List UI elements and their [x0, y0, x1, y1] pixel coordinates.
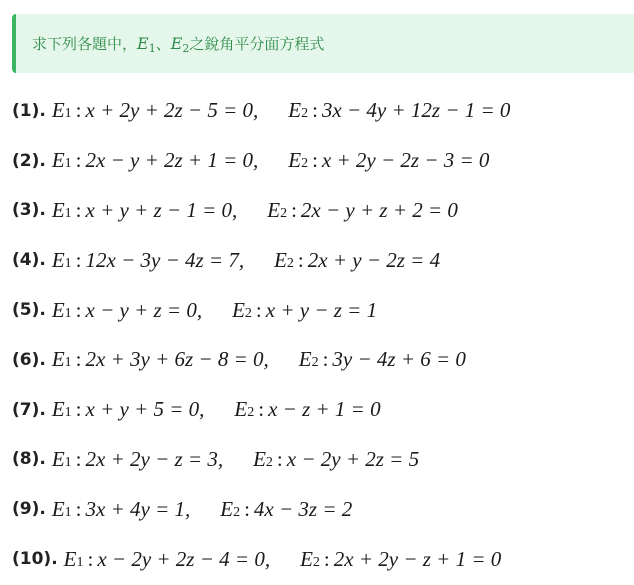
plane-e1-equation: x + y + z − 1 = 0,: [85, 197, 238, 222]
plane-e2-label: E: [267, 197, 281, 222]
problem-number: (4).: [12, 250, 46, 271]
problem-item: [12, 385, 632, 435]
plane-e1-equation: 2x + 2y − z = 3,: [85, 446, 224, 471]
instruction-text: [32, 33, 324, 55]
plane-e1-subscript: 1: [64, 405, 72, 421]
problem-number: (7).: [12, 399, 46, 420]
plane-e1-equation: 2x + 3y + 6z − 8 = 0,: [85, 347, 269, 372]
plane-e1-label: E: [51, 397, 65, 422]
plane-e1-label: E: [51, 197, 65, 222]
plane-e2-label: E: [274, 247, 287, 272]
problem-item: [12, 435, 632, 485]
plane-e1-equation: x − 2y + 2z − 4 = 0,: [97, 546, 271, 571]
plane-e2-subscript: 2: [286, 255, 294, 271]
plane-e1-subscript: 1: [64, 156, 72, 172]
problem-item: [12, 136, 632, 186]
plane-e2-subscript: 2: [301, 156, 309, 172]
problem-equations: E 1 : 12x − 3y − 4z = 7, E 2 : 2x + y − 2z = 4: [51, 247, 441, 272]
plane-e1-equation: x − y + z = 0,: [85, 297, 203, 322]
plane-e1-label: E: [63, 546, 77, 571]
plane-e2-label: E: [253, 446, 266, 471]
plane-e1-label: E: [51, 297, 65, 322]
plane-e2-equation: 3x − 4y + 12z − 1 = 0: [321, 98, 511, 123]
instruction-e2-sub: 2: [182, 41, 190, 55]
plane-e1-subscript: 1: [64, 106, 72, 122]
problem-equations: E 1 : 2x − y + 2z + 1 = 0, E 2 : x + 2y − 2z − 3 = 0: [51, 148, 490, 173]
plane-e2-subscript: 2: [247, 405, 255, 421]
plane-e2-equation: x − z + 1 = 0: [268, 397, 381, 422]
plane-e1-subscript: 1: [64, 504, 72, 520]
plane-e2-label: E: [220, 496, 234, 521]
plane-e2-subscript: 2: [301, 106, 309, 122]
instruction-separator: 、: [155, 34, 171, 53]
instruction-e1: [137, 34, 156, 55]
problem-list: [12, 86, 632, 584]
plane-e2-label: E: [298, 347, 312, 372]
plane-e1-subscript: 1: [64, 454, 72, 470]
instruction-e1-letter: E: [137, 33, 149, 53]
plane-e1-label: E: [51, 347, 65, 372]
problem-item: [12, 335, 632, 385]
plane-e2-subscript: 2: [244, 305, 252, 321]
problem-item: [12, 86, 632, 136]
plane-e1-label: E: [51, 446, 65, 471]
problem-equations: E 1 : x + y + 5 = 0, E 2 : x − z + 1 = 0: [51, 397, 381, 422]
plane-e2-subscript: 2: [311, 355, 319, 371]
instruction-callout: [12, 14, 634, 73]
plane-e2-subscript: 2: [280, 205, 288, 221]
problem-number: (10).: [12, 549, 58, 570]
problem-equations: E 1 : 2x + 2y − z = 3, E 2 : x − 2y + 2z = 5: [51, 446, 420, 471]
instruction-suffix: 之銳角平分面方程式: [189, 34, 325, 53]
problem-equations: E 1 : 3x + 4y = 1, E 2 : 4x − 3z = 2: [51, 496, 353, 521]
problem-equations: E 1 : x − 2y + 2z − 4 = 0, E 2 : 2x + 2y − z + 1 = 0: [63, 546, 502, 571]
problem-equations: E 1 : x + 2y + 2z − 5 = 0, E 2 : 3x − 4y + 12z − 1 = 0: [51, 98, 511, 123]
plane-e2-label: E: [232, 297, 245, 322]
problem-item: [12, 285, 632, 335]
problem-item: [12, 534, 632, 584]
plane-e2-equation: 2x + y − 2z = 4: [307, 247, 441, 272]
plane-e1-label: E: [51, 98, 65, 123]
plane-e1-equation: 3x + 4y = 1,: [85, 496, 191, 521]
plane-e2-equation: x + y − z = 1: [265, 297, 378, 322]
problem-item: [12, 186, 632, 236]
problem-number: (1).: [12, 100, 46, 121]
problem-equations: E 1 : x − y + z = 0, E 2 : x + y − z = 1: [51, 297, 378, 322]
instruction-e2: [171, 34, 190, 55]
plane-e1-equation: x + 2y + 2z − 5 = 0,: [85, 98, 259, 123]
instruction-e1-sub: 1: [148, 41, 156, 55]
plane-e2-equation: x − 2y + 2z = 5: [286, 446, 420, 471]
plane-e2-label: E: [234, 397, 248, 422]
plane-e1-label: E: [51, 247, 65, 272]
problem-number: (9).: [12, 499, 46, 520]
problem-equations: E 1 : 2x + 3y + 6z − 8 = 0, E 2 : 3y − 4z + 6 = 0: [51, 347, 466, 372]
plane-e1-subscript: 1: [64, 305, 72, 321]
problem-item: [12, 484, 632, 534]
plane-e2-label: E: [288, 98, 302, 123]
problem-number: (5).: [12, 300, 46, 321]
plane-e1-subscript: 1: [64, 205, 72, 221]
plane-e2-equation: 2x + 2y − z + 1 = 0: [333, 546, 502, 571]
plane-e2-equation: x + 2y − 2z − 3 = 0: [321, 148, 490, 173]
problem-number: (6).: [12, 349, 46, 370]
problem-item: [12, 235, 632, 285]
plane-e1-equation: 2x − y + 2z + 1 = 0,: [85, 148, 259, 173]
plane-e1-equation: x + y + 5 = 0,: [85, 397, 205, 422]
plane-e2-equation: 4x − 3z = 2: [253, 496, 353, 521]
plane-e2-equation: 2x − y + z + 2 = 0: [300, 197, 458, 222]
problem-number: (2).: [12, 150, 46, 171]
problem-equations: E 1 : x + y + z − 1 = 0, E 2 : 2x − y + z + 2 = 0: [51, 197, 458, 222]
problem-number: (3).: [12, 200, 46, 221]
plane-e1-subscript: 1: [64, 255, 72, 271]
plane-e2-subscript: 2: [233, 504, 241, 520]
plane-e1-label: E: [51, 148, 65, 173]
plane-e1-label: E: [51, 496, 65, 521]
plane-e1-equation: 12x − 3y − 4z = 7,: [85, 247, 245, 272]
plane-e2-subscript: 2: [265, 454, 273, 470]
plane-e2-label: E: [288, 148, 302, 173]
plane-e1-subscript: 1: [64, 355, 72, 371]
problem-number: (8).: [12, 449, 46, 470]
instruction-prefix: 求下列各題中，: [32, 34, 138, 53]
plane-e2-equation: 3y − 4z + 6 = 0: [332, 347, 466, 372]
plane-e2-label: E: [300, 546, 313, 571]
instruction-e2-letter: E: [170, 33, 183, 53]
plane-e1-subscript: 1: [76, 554, 84, 570]
plane-e2-subscript: 2: [312, 554, 320, 570]
